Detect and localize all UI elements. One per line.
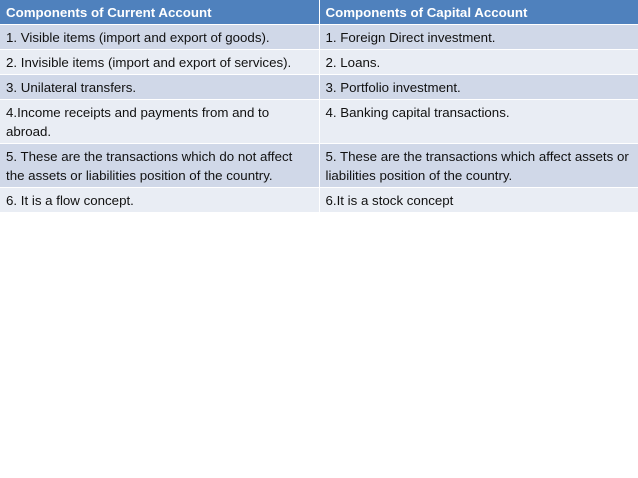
table-row (0, 50, 638, 75)
header-row (0, 0, 638, 25)
table-row (0, 144, 638, 188)
current-account-cell: 5. These are the transactions which do not affect the assets or liabilities position of the country. (0, 144, 319, 188)
header-current-account: Components of Current Account (0, 0, 319, 25)
current-account-cell: 3. Unilateral transfers. (0, 75, 319, 100)
table-row (0, 25, 638, 50)
capital-account-cell: 3. Portfolio investment. (319, 75, 638, 100)
capital-account-cell: 2. Loans. (319, 50, 638, 75)
current-account-cell: 4.Income receipts and payments from and to abroad. (0, 100, 319, 144)
table-row (0, 75, 638, 100)
comparison-table-container (0, 0, 638, 213)
table-row (0, 100, 638, 144)
capital-account-cell: 4. Banking capital transactions. (319, 100, 638, 144)
current-vs-capital-account-table (0, 0, 638, 213)
capital-account-cell: 6.It is a stock concept (319, 188, 638, 213)
table-body (0, 25, 638, 213)
capital-account-cell: 5. These are the transactions which affect assets or liabilities position of the country. (319, 144, 638, 188)
table-row (0, 188, 638, 213)
current-account-cell: 2. Invisible items (import and export of services). (0, 50, 319, 75)
capital-account-cell: 1. Foreign Direct investment. (319, 25, 638, 50)
header-capital-account: Components of Capital Account (319, 0, 638, 25)
table-header (0, 0, 638, 25)
current-account-cell: 6. It is a flow concept. (0, 188, 319, 213)
current-account-cell: 1. Visible items (import and export of goods). (0, 25, 319, 50)
